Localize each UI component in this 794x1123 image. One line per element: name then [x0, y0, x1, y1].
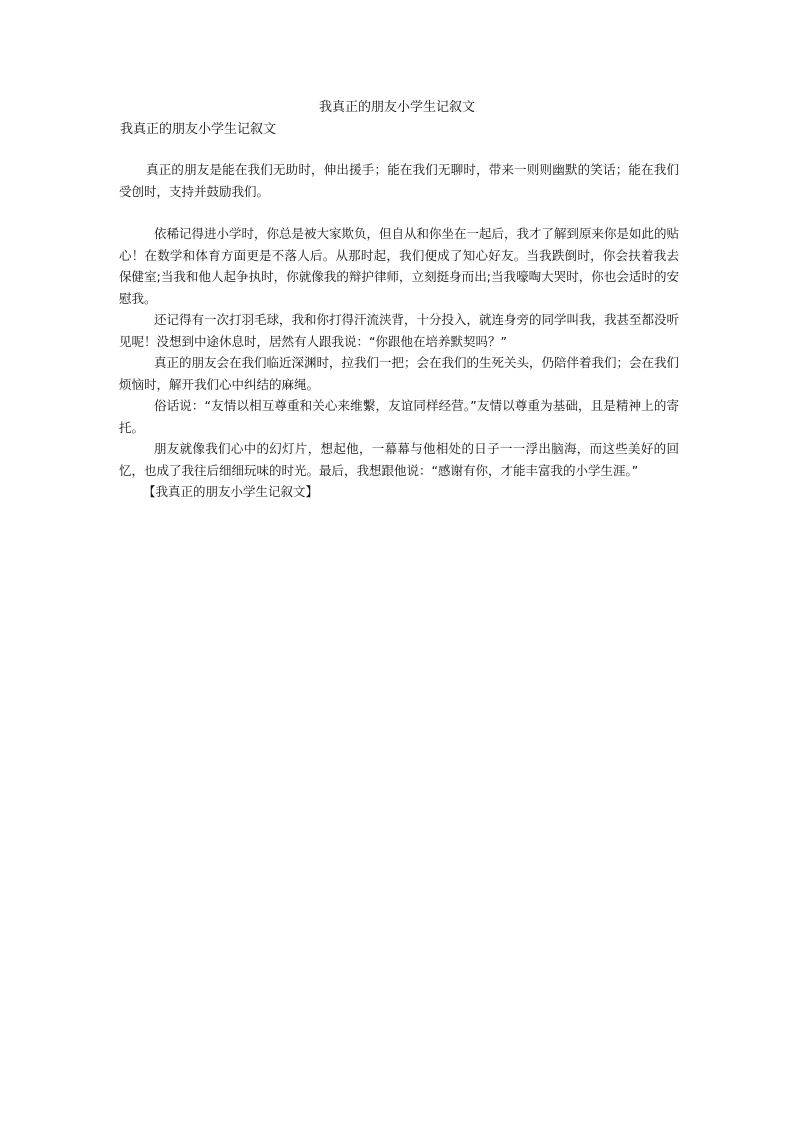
paragraph: 真正的朋友是能在我们无助时，伸出援手；能在我们无聊时，带来一则则幽默的笑话；能在我们受创时，支持并鼓励我们。 [119, 162, 679, 199]
paragraph: 真正的朋友会在我们临近深渊时，拉我们一把；会在我们的生死关头，仍陪伴着我们；会在我们烦恼时，解开我们心中纠结的麻绳。 [119, 355, 680, 392]
paragraph: 朋友就像我们心中的幻灯片，想起他，一幕幕与他相处的日子一一浮出脑海，而这些美好的回忆，也成了我往后细细玩味的时光。最后，我想跟他说：“感谢有你，才能丰富我的小学生涯。” [119, 441, 679, 478]
document-subtitle: 我真正的朋友小学生记叙文 [120, 122, 277, 137]
paragraph: 依稀记得进小学时，你总是被大家欺负，但自从和你坐在一起后，我才了解到原来你是如此的贴心！在数学和体育方面更是不落人后。从那时起，我们便成了知心好友。当我跌倒时，你会扶着我去保健室;当我和他人起争执时，你就像我的辩护律师，立刻挺身而出;当我嚎啕大哭时，你也会适时的安慰我。 [119, 226, 680, 306]
paragraph: 还记得有一次打羽毛球，我和你打得汗流浃背，十分投入，就连身旁的同学叫我，我甚至都没听见呢！没想到中途休息时，居然有人跟我说：“你跟他在培养默契吗？” [119, 312, 680, 349]
closing-title: 【我真正的朋友小学生记叙文】 [143, 484, 319, 499]
paragraph: 俗话说：“友情以相互尊重和关心来维繫，友谊同样经营。”友情以尊重为基础，且是精神上的寄托。 [119, 398, 679, 435]
document-title: 我真正的朋友小学生记叙文 [318, 100, 475, 115]
document-body [119, 159, 679, 503]
